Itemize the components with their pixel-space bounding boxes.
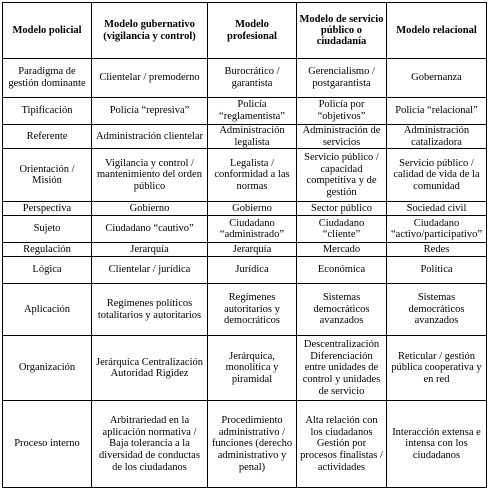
- table-cell: Jurídica: [208, 257, 297, 284]
- table-cell: Redes: [387, 243, 487, 257]
- table-cell: Clientelar / jurídica: [92, 257, 208, 284]
- table-cell: Interacción extensa e intensa con los ciudadanos: [387, 401, 487, 488]
- row-label: Orientación / Misión: [3, 149, 92, 202]
- header-cell: Modelo de servicio público o ciudadanía: [297, 3, 387, 59]
- table-cell: Descentralización Diferenciación entre unidades de control y unidades de servicio: [297, 336, 387, 401]
- table-row: [3, 257, 487, 284]
- row-label: Referente: [3, 125, 92, 149]
- table-cell: Reticular / gestión pública cooperativa y en red: [387, 336, 487, 401]
- header-cell: Modelo gubernativo (vigilancia y control): [92, 3, 208, 59]
- row-label: Lógica: [3, 257, 92, 284]
- table-row: [3, 59, 487, 98]
- table-cell: Jerárquica Centralización Autoridad Rigidez: [92, 336, 208, 401]
- table-cell: Vigilancia y control / mantenimiento del orden público: [92, 149, 208, 202]
- table-cell: Jerárquica, monolítica y piramidal: [208, 336, 297, 401]
- table-cell: Ciudadano “activo/participativo”: [387, 216, 487, 243]
- row-label: Tipificación: [3, 98, 92, 125]
- table-cell: Gobierno: [92, 202, 208, 216]
- row-label: Proceso interno: [3, 401, 92, 488]
- table-row: [3, 216, 487, 243]
- table-row: [3, 336, 487, 401]
- table-cell: Legalista / conformidad a las normas: [208, 149, 297, 202]
- table-cell: Sistemas democráticos avanzados: [297, 284, 387, 336]
- table-row: [3, 202, 487, 216]
- header-cell: Modelo policial: [3, 3, 92, 59]
- table-cell: Regímenes autoritarios y democráticos: [208, 284, 297, 336]
- table-cell: Económica: [297, 257, 387, 284]
- table-cell: Administración clientelar: [92, 125, 208, 149]
- table-row: [3, 125, 487, 149]
- header-cell: Modelo relacional: [387, 3, 487, 59]
- header-row: [3, 3, 487, 59]
- table-cell: Administración de servicios: [297, 125, 387, 149]
- table-cell: Jerarquía: [208, 243, 297, 257]
- table-cell: Servicio público / calidad de vida de la comunidad: [387, 149, 487, 202]
- table-cell: Policía “represiva”: [92, 98, 208, 125]
- table-cell: Policía “reglamentista”: [208, 98, 297, 125]
- row-label: Organización: [3, 336, 92, 401]
- row-label: Sujeto: [3, 216, 92, 243]
- row-label: Aplicación: [3, 284, 92, 336]
- table-cell: Administración legalista: [208, 125, 297, 149]
- table-cell: Mercado: [297, 243, 387, 257]
- row-label: Paradigma de gestión dominante: [3, 59, 92, 98]
- table-cell: Sector público: [297, 202, 387, 216]
- header-cell: Modelo profesional: [208, 3, 297, 59]
- table-cell: Ciudadano “administrado”: [208, 216, 297, 243]
- table-cell: Servicio público / capacidad competitiva y de gestión: [297, 149, 387, 202]
- table-row: [3, 243, 487, 257]
- table-cell: Sistemas democráticos avanzados: [387, 284, 487, 336]
- table-cell: Regímenes políticos totalitarios y autoritarios: [92, 284, 208, 336]
- table-cell: Gerencialismo / postgarantista: [297, 59, 387, 98]
- table-cell: Gobierno: [208, 202, 297, 216]
- table-cell: Ciudadano “cautivo”: [92, 216, 208, 243]
- table-cell: Ciudadano “cliente”: [297, 216, 387, 243]
- table-cell: Policía por “objetivos”: [297, 98, 387, 125]
- table-cell: Clientelar / premoderno: [92, 59, 208, 98]
- police-models-table: [2, 2, 487, 488]
- table-cell: Sociedad civil: [387, 202, 487, 216]
- table-cell: Procedimiento administrativo / funciones (derecho administrativo y penal): [208, 401, 297, 488]
- table-row: [3, 401, 487, 488]
- table-cell: Burocrático / garantista: [208, 59, 297, 98]
- table-cell: Arbitrariedad en la aplicación normativa / Baja tolerancia a la diversidad de conductas de los ciudadanos: [92, 401, 208, 488]
- table-cell: Jerarquía: [92, 243, 208, 257]
- row-label: Regulación: [3, 243, 92, 257]
- row-label: Perspectiva: [3, 202, 92, 216]
- table-cell: Administración catalizadora: [387, 125, 487, 149]
- table-row: [3, 98, 487, 125]
- table-row: [3, 149, 487, 202]
- table-cell: Alta relación con los ciudadanos Gestión por procesos finalistas / actividades: [297, 401, 387, 488]
- table-cell: Gobernanza: [387, 59, 487, 98]
- table-cell: Política: [387, 257, 487, 284]
- table-cell: Policía “relacional”: [387, 98, 487, 125]
- table-row: [3, 284, 487, 336]
